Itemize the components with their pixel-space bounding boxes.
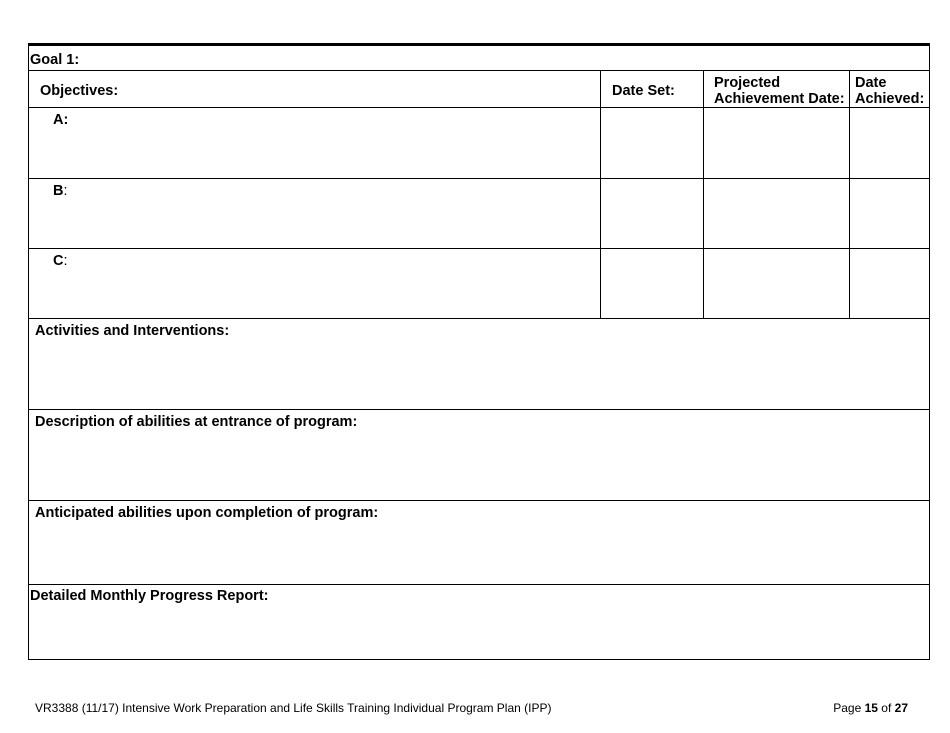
- monthly-progress-report-label: Detailed Monthly Progress Report:: [30, 588, 269, 604]
- date-achieved-header: [855, 75, 924, 107]
- projected-header-line2: Achievement Date:: [714, 91, 845, 107]
- achieved-header-line2: Achieved:: [855, 91, 925, 107]
- goal-label: Goal 1:: [30, 52, 80, 68]
- divider: [29, 178, 929, 179]
- column-divider: [600, 70, 601, 318]
- projected-achievement-date-header: [714, 75, 845, 107]
- column-divider: [849, 70, 850, 318]
- divider: [29, 107, 929, 108]
- objective-letter: A: [53, 112, 64, 128]
- column-divider: [703, 70, 704, 318]
- divider: [29, 584, 929, 585]
- objectives-header: Objectives:: [40, 83, 119, 99]
- objective-letter: C: [53, 253, 64, 269]
- page-sep: of: [877, 701, 895, 715]
- divider: [29, 318, 929, 319]
- objective-separator: :: [63, 183, 68, 199]
- page-total: 27: [894, 701, 908, 715]
- activities-interventions-label: Activities and Interventions:: [35, 323, 230, 339]
- objective-letter: B: [53, 183, 64, 199]
- entrance-abilities-label: Description of abilities at entrance of program:: [35, 414, 358, 430]
- divider: [29, 409, 929, 410]
- date-set-header: Date Set:: [612, 83, 675, 99]
- divider: [29, 248, 929, 249]
- objective-a-label: [53, 112, 68, 128]
- page-number: [833, 701, 908, 715]
- page-prefix: Page: [833, 701, 865, 715]
- page-current: 15: [864, 701, 878, 715]
- objective-separator: :: [63, 253, 68, 269]
- divider: [29, 70, 929, 71]
- form-id-footer: VR3388 (11/17) Intensive Work Preparation and Life Skills Training Individual Program Plan (IPP): [35, 701, 552, 715]
- objective-b-label: [53, 183, 68, 199]
- divider: [29, 500, 929, 501]
- objective-c-label: [53, 253, 68, 269]
- goal-form-table: [28, 43, 930, 660]
- objective-separator: :: [63, 112, 69, 128]
- achieved-header-line1: Date: [855, 75, 887, 91]
- completion-abilities-label: Anticipated abilities upon completion of program:: [35, 505, 379, 521]
- projected-header-line1: Projected: [714, 75, 781, 91]
